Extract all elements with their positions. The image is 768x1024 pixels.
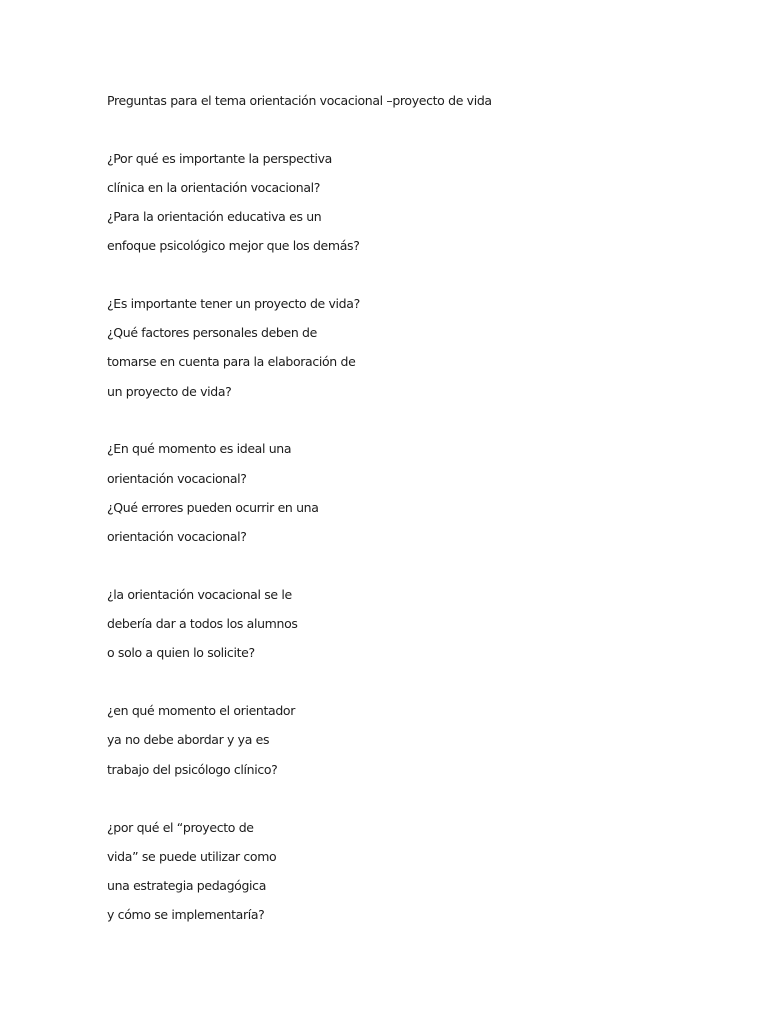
question-line: ¿Qué factores personales deben de <box>107 325 317 340</box>
question-line: una estrategia pedagógica <box>107 878 267 893</box>
question-line: ¿la orientación vocacional se le <box>107 587 292 602</box>
question-line: ¿Para la orientación educativa es un <box>107 209 322 224</box>
question-line: ¿Qué errores pueden ocurrir en una <box>107 500 319 515</box>
question-line: clínica en la orientación vocacional? <box>107 180 321 195</box>
question-line: tomarse en cuenta para la elaboración de <box>107 354 356 369</box>
question-line: ¿por qué el “proyecto de <box>107 820 254 835</box>
question-line: ¿en qué momento el orientador <box>107 703 296 718</box>
question-line: un proyecto de vida? <box>107 384 232 399</box>
question-line: trabajo del psicólogo clínico? <box>107 762 278 777</box>
question-line: orientación vocacional? <box>107 529 247 544</box>
question-line: vida” se puede utilizar como <box>107 849 277 864</box>
question-line: y cómo se implementaría? <box>107 907 265 922</box>
question-line: o solo a quien lo solicite? <box>107 645 255 660</box>
document-title: Preguntas para el tema orientación vocacional –proyecto de vida <box>107 93 492 108</box>
question-line: ¿Por qué es importante la perspectiva <box>107 151 332 166</box>
question-line: debería dar a todos los alumnos <box>107 616 298 631</box>
question-line: ¿En qué momento es ideal una <box>107 441 292 456</box>
question-line: enfoque psicológico mejor que los demás? <box>107 238 360 253</box>
question-line: ya no debe abordar y ya es <box>107 732 270 747</box>
question-line: ¿Es importante tener un proyecto de vida? <box>107 296 360 311</box>
question-line: orientación vocacional? <box>107 471 247 486</box>
